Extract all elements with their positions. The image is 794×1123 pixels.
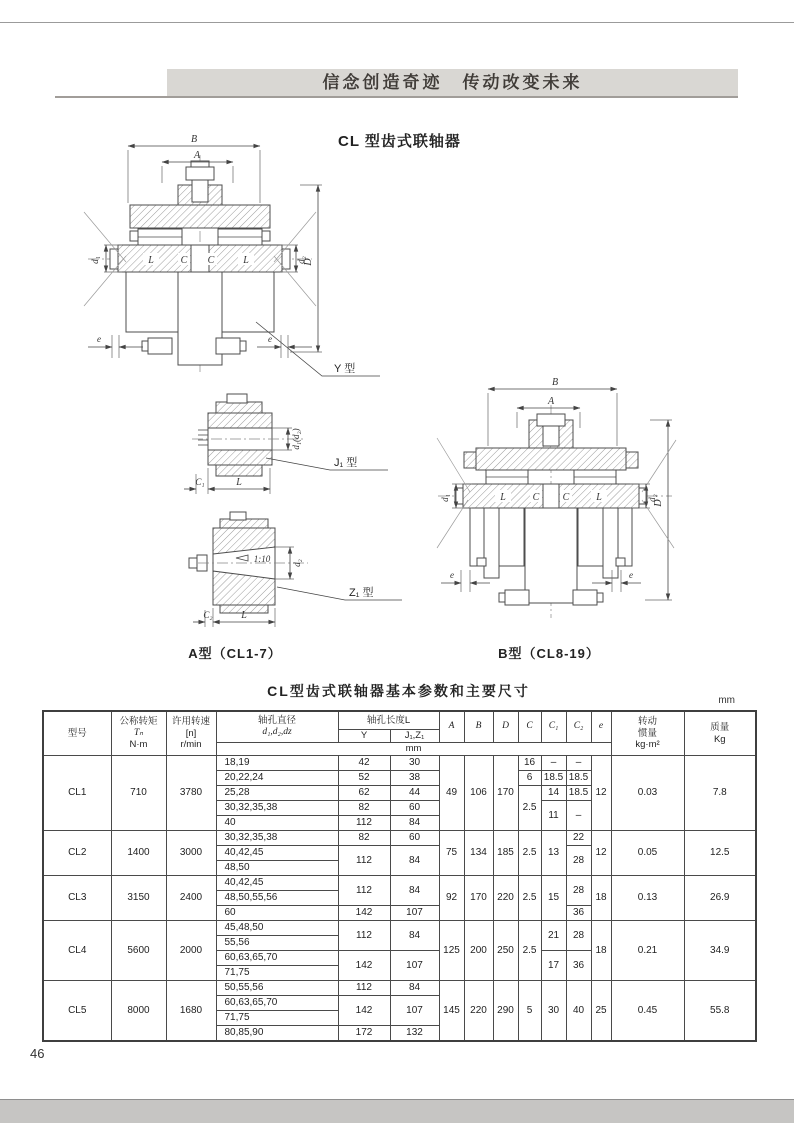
table-cell: 250 bbox=[493, 921, 518, 981]
header-dim-b: B bbox=[464, 711, 493, 743]
dim-label-d1: d₁ bbox=[90, 256, 100, 264]
table-cell: 112 bbox=[338, 816, 390, 831]
dim-label-d: D bbox=[653, 499, 664, 507]
header-mass-unit: Kg bbox=[713, 733, 726, 745]
table-cell: 134 bbox=[464, 831, 493, 876]
table-cell: 40,42,45 bbox=[216, 846, 338, 861]
table-cell: 16 bbox=[518, 756, 541, 771]
table-cell: 2000 bbox=[166, 921, 216, 981]
table-cell: – bbox=[541, 756, 566, 771]
table-cell: 18.5 bbox=[566, 771, 591, 786]
header-bore-dia-line: 轴孔直径 bbox=[257, 715, 296, 727]
banner-slogan: 信念创造奇迹 传动改变未来 bbox=[322, 73, 583, 92]
header-bore-dia-symbols: d₁,d₂,dz bbox=[262, 727, 292, 737]
table-cell: 710 bbox=[111, 756, 166, 831]
table-cell: 0.03 bbox=[611, 756, 684, 831]
table-cell: 0.21 bbox=[611, 921, 684, 981]
table-cell: 48,50 bbox=[216, 861, 338, 876]
table-cell: 1400 bbox=[111, 831, 166, 876]
dim-label-l: L bbox=[243, 255, 249, 266]
table-cell: 0.13 bbox=[611, 876, 684, 921]
table-cell: 107 bbox=[390, 906, 439, 921]
table-cell: 12.5 bbox=[684, 831, 756, 876]
table-cell: 60 bbox=[216, 906, 338, 921]
table-cell: 22 bbox=[566, 831, 591, 846]
header-length-jz: J₁,Z₁ bbox=[390, 730, 439, 743]
table-cell: 18,19 bbox=[216, 756, 338, 771]
table-cell: 172 bbox=[338, 1026, 390, 1042]
dim-label-l: L bbox=[500, 492, 506, 503]
table-row bbox=[43, 831, 756, 846]
table-cell: 26.9 bbox=[684, 876, 756, 921]
taper-label: 1:10 bbox=[253, 554, 271, 564]
table-cell: CL1 bbox=[43, 756, 111, 831]
table-cell: 112 bbox=[338, 921, 390, 951]
table-cell: 12 bbox=[591, 831, 611, 876]
table-cell: 8000 bbox=[111, 981, 166, 1042]
spec-table-container bbox=[42, 710, 757, 1042]
dim-label-c1: C₁ bbox=[195, 477, 205, 487]
header-inertia-unit: kg·m² bbox=[635, 739, 660, 751]
table-cell: 125 bbox=[439, 921, 464, 981]
dim-label-e: e bbox=[450, 570, 454, 580]
page-title: CL 型齿式联轴器 bbox=[338, 133, 461, 150]
header-mass-line: 质量 bbox=[710, 721, 730, 733]
table-cell: 106 bbox=[464, 756, 493, 831]
table-cell: 25 bbox=[591, 981, 611, 1042]
drawing-z1-detail bbox=[189, 512, 402, 627]
table-cell: 15 bbox=[541, 876, 566, 921]
table-cell: 5 bbox=[518, 981, 541, 1042]
table-cell: 30 bbox=[541, 981, 566, 1042]
table-cell: 60,63,65,70 bbox=[216, 996, 338, 1011]
header-length-y: Y bbox=[338, 730, 390, 743]
caption-type-a: A型（CL1-7） bbox=[188, 646, 282, 661]
table-cell: 25,28 bbox=[216, 786, 338, 801]
table-cell: 40 bbox=[566, 981, 591, 1042]
type-label-z1: Z₁ 型 bbox=[349, 587, 374, 599]
dim-label-d2: d₂ bbox=[292, 559, 302, 567]
table-cell: 36 bbox=[566, 951, 591, 981]
dim-label-bore: d₁(d₂) bbox=[291, 428, 301, 450]
table-cell: 52 bbox=[338, 771, 390, 786]
dim-label-b: B bbox=[551, 377, 559, 388]
table-cell: 38 bbox=[390, 771, 439, 786]
table-cell: 44 bbox=[390, 786, 439, 801]
table-row bbox=[43, 876, 756, 891]
table-cell: 7.8 bbox=[684, 756, 756, 831]
header-speed-line: 许用转速 bbox=[171, 715, 210, 727]
drawing-a-coupling-section bbox=[84, 134, 380, 376]
header-dim-c1: C₁ bbox=[541, 711, 566, 743]
header-bore-length: 轴孔长度L bbox=[338, 711, 439, 730]
table-cell: 0.45 bbox=[611, 981, 684, 1042]
table-cell: 84 bbox=[390, 921, 439, 951]
dim-label-d2: d₂ bbox=[647, 494, 657, 502]
table-cell: 48,50,55,56 bbox=[216, 891, 338, 906]
table-cell: 84 bbox=[390, 876, 439, 906]
table-cell: 200 bbox=[464, 921, 493, 981]
dim-label-c: C bbox=[207, 255, 215, 266]
table-cell: 82 bbox=[338, 831, 390, 846]
dim-label-l: L bbox=[148, 255, 154, 266]
table-cell: 170 bbox=[464, 876, 493, 921]
table-cell: 2.5 bbox=[518, 876, 541, 921]
dim-label-e: e bbox=[268, 334, 272, 344]
table-cell: 3000 bbox=[166, 831, 216, 876]
dim-label-c2: C₂ bbox=[203, 610, 213, 620]
page-number: 46 bbox=[30, 1046, 45, 1061]
table-cell: 18.5 bbox=[541, 771, 566, 786]
table-cell: 11 bbox=[541, 801, 566, 831]
table-cell: 220 bbox=[464, 981, 493, 1042]
table-cell: 45,48,50 bbox=[216, 921, 338, 936]
table-cell: 30,32,35,38 bbox=[216, 801, 338, 816]
header-dim-e: e bbox=[591, 711, 611, 743]
drawing-b-coupling-section bbox=[437, 377, 676, 618]
table-cell: 30 bbox=[390, 756, 439, 771]
header-inertia bbox=[611, 711, 684, 756]
table-cell: 1680 bbox=[166, 981, 216, 1042]
dim-label-e: e bbox=[629, 570, 633, 580]
table-cell: 71,75 bbox=[216, 966, 338, 981]
table-cell: 75 bbox=[439, 831, 464, 876]
dim-label-b: B bbox=[190, 134, 198, 145]
table-cell: CL4 bbox=[43, 921, 111, 981]
type-label-y: Y 型 bbox=[334, 363, 356, 375]
table-cell: 18 bbox=[591, 876, 611, 921]
table-cell: 40,42,45 bbox=[216, 876, 338, 891]
table-cell: 17 bbox=[541, 951, 566, 981]
table-cell: 82 bbox=[338, 801, 390, 816]
table-cell: 20,22,24 bbox=[216, 771, 338, 786]
table-cell: CL2 bbox=[43, 831, 111, 876]
dim-label-a: A bbox=[547, 396, 555, 407]
table-cell: 60 bbox=[390, 831, 439, 846]
table-cell: 145 bbox=[439, 981, 464, 1042]
page-bottom-band bbox=[0, 1099, 794, 1123]
header-inertia-line2: 惯量 bbox=[638, 727, 658, 739]
table-cell: 18 bbox=[591, 921, 611, 981]
table-cell: 80,85,90 bbox=[216, 1026, 338, 1042]
table-cell: 60,63,65,70 bbox=[216, 951, 338, 966]
table-cell: 60 bbox=[390, 801, 439, 816]
header-speed bbox=[166, 711, 216, 756]
type-label-j1: J₁ 型 bbox=[334, 457, 358, 469]
table-cell: 2400 bbox=[166, 876, 216, 921]
header-dim-a: A bbox=[439, 711, 464, 743]
table-cell: 185 bbox=[493, 831, 518, 876]
header-speed-unit: r/min bbox=[180, 739, 202, 751]
table-cell: 132 bbox=[390, 1026, 439, 1042]
table-cell: 84 bbox=[390, 846, 439, 876]
table-cell: 92 bbox=[439, 876, 464, 921]
table-cell: 84 bbox=[390, 816, 439, 831]
table-cell: 71,75 bbox=[216, 1011, 338, 1026]
table-cell: 220 bbox=[493, 876, 518, 921]
table-cell: 30,32,35,38 bbox=[216, 831, 338, 846]
table-cell: 112 bbox=[338, 981, 390, 996]
table-cell: 55.8 bbox=[684, 981, 756, 1042]
table-cell: 49 bbox=[439, 756, 464, 831]
spec-table bbox=[42, 710, 757, 1042]
table-cell: 84 bbox=[390, 981, 439, 996]
table-cell: 12 bbox=[591, 756, 611, 831]
dim-label-l: L bbox=[236, 477, 242, 488]
header-inertia-line1: 转动 bbox=[638, 715, 658, 727]
table-cell: 142 bbox=[338, 996, 390, 1026]
table-cell: 107 bbox=[390, 996, 439, 1026]
dim-label-l: L bbox=[241, 610, 247, 621]
table-cell: 28 bbox=[566, 876, 591, 906]
table-unit-note: mm bbox=[718, 695, 735, 706]
table-cell: 142 bbox=[338, 906, 390, 921]
table-cell: 142 bbox=[338, 951, 390, 981]
table-cell: 6 bbox=[518, 771, 541, 786]
table-cell: 0.05 bbox=[611, 831, 684, 876]
table-cell: 36 bbox=[566, 906, 591, 921]
dim-label-d: D bbox=[303, 258, 314, 266]
header-torque-line: 公称转矩 bbox=[119, 715, 158, 727]
table-cell: 2.5 bbox=[518, 786, 541, 831]
table-cell: 62 bbox=[338, 786, 390, 801]
table-row bbox=[43, 981, 756, 996]
header-dim-d: D bbox=[493, 711, 518, 743]
table-cell: 40 bbox=[216, 816, 338, 831]
header-torque bbox=[111, 711, 166, 756]
dim-label-d2: d₂ bbox=[296, 256, 306, 264]
table-cell: 112 bbox=[338, 876, 390, 906]
header-mass bbox=[684, 711, 756, 756]
table-title: CL型齿式联轴器基本参数和主要尺寸 bbox=[267, 683, 530, 699]
table-cell: CL3 bbox=[43, 876, 111, 921]
table-cell: 18.5 bbox=[566, 786, 591, 801]
table-row bbox=[43, 921, 756, 936]
table-cell: 50,55,56 bbox=[216, 981, 338, 996]
table-cell: 34.9 bbox=[684, 921, 756, 981]
table-cell: – bbox=[566, 756, 591, 771]
header-dim-c: C bbox=[518, 711, 541, 743]
dim-label-l: L bbox=[596, 492, 602, 503]
table-row bbox=[43, 756, 756, 771]
table-cell: 13 bbox=[541, 831, 566, 876]
table-cell: 2.5 bbox=[518, 921, 541, 981]
table-cell: 3150 bbox=[111, 876, 166, 921]
table-cell: 55,56 bbox=[216, 936, 338, 951]
dim-label-c: C bbox=[180, 255, 188, 266]
table-cell: 5600 bbox=[111, 921, 166, 981]
header-model: 型号 bbox=[43, 711, 111, 756]
table-cell: 170 bbox=[493, 756, 518, 831]
caption-type-b: B型（CL8-19） bbox=[498, 646, 600, 661]
table-cell: 3780 bbox=[166, 756, 216, 831]
header-bore-diameter bbox=[216, 711, 338, 743]
header-torque-unit: N·m bbox=[129, 739, 148, 751]
table-cell: 14 bbox=[541, 786, 566, 801]
dim-label-e: e bbox=[97, 334, 101, 344]
table-cell: 107 bbox=[390, 951, 439, 981]
table-cell: 290 bbox=[493, 981, 518, 1042]
dim-label-d1: d₁ bbox=[440, 494, 450, 502]
dim-label-c: C bbox=[532, 492, 540, 503]
table-cell: 28 bbox=[566, 846, 591, 876]
header-dim-c2: C₂ bbox=[566, 711, 591, 743]
table-cell: 28 bbox=[566, 921, 591, 951]
header-speed-symbol: [n] bbox=[185, 727, 197, 739]
table-cell: CL5 bbox=[43, 981, 111, 1042]
table-cell: – bbox=[566, 801, 591, 831]
header-unit-row: mm bbox=[216, 743, 611, 756]
table-cell: 42 bbox=[338, 756, 390, 771]
dim-label-a: A bbox=[193, 150, 201, 161]
table-cell: 112 bbox=[338, 846, 390, 876]
dim-label-c: C bbox=[562, 492, 570, 503]
drawing-j1-detail bbox=[184, 394, 388, 494]
table-cell: 21 bbox=[541, 921, 566, 951]
table-cell: 2.5 bbox=[518, 831, 541, 876]
header-torque-symbol: Tₙ bbox=[133, 727, 144, 738]
